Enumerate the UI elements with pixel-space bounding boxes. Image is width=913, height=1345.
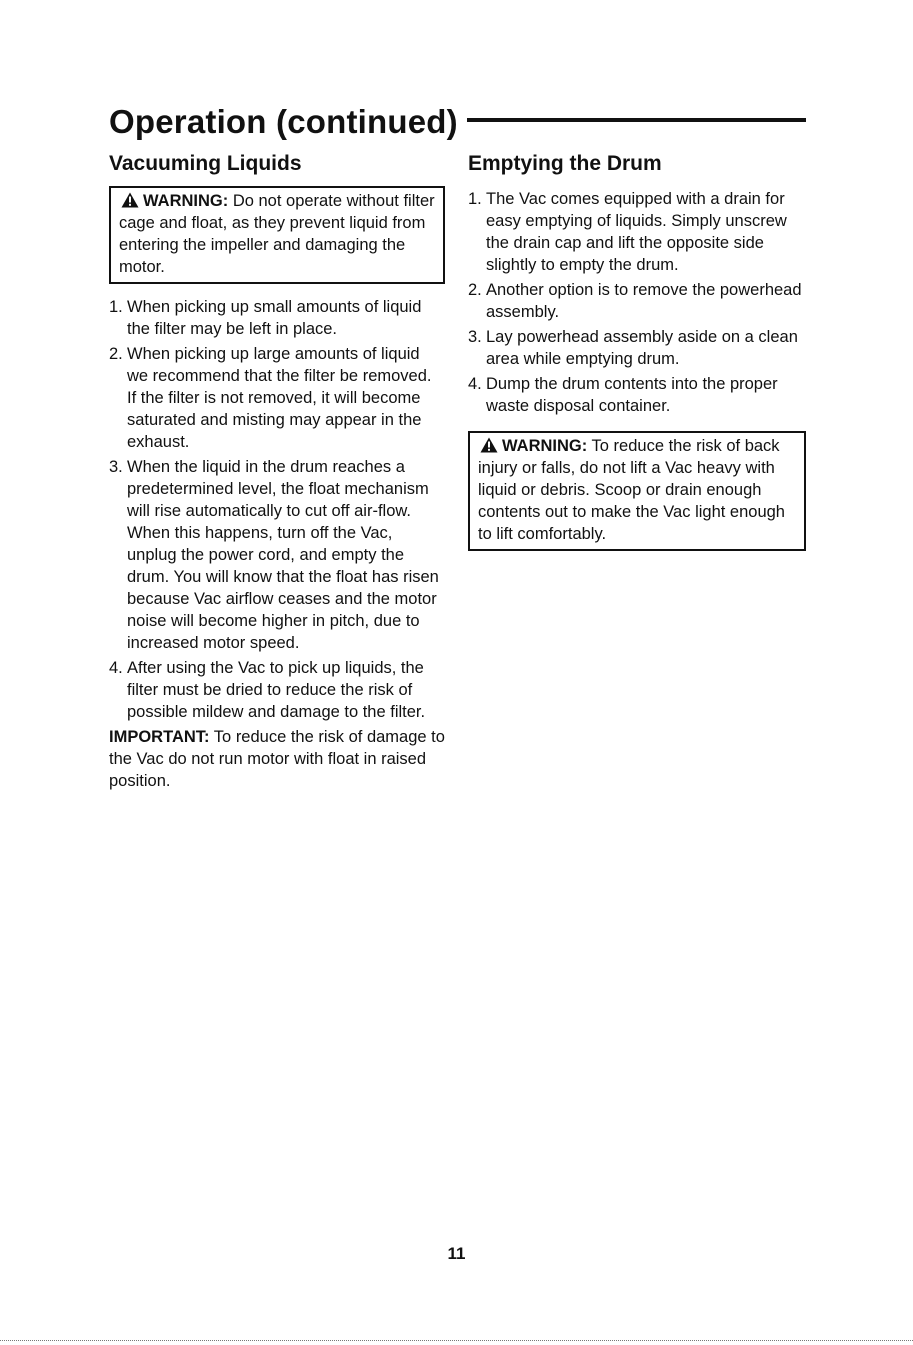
- warning-triangle-icon: [121, 192, 139, 208]
- step-text: Lay powerhead assembly aside on a clean area while emptying drum.: [486, 328, 798, 368]
- vacuuming-warning-box: [109, 186, 445, 284]
- step-number: 4.: [109, 659, 123, 677]
- warning-text: To reduce the risk of back injury or falls, do not lift a Vac heavy with liquid or debris. Scoop or drain enough contents out to make the Vac light enough to lift comfortably.: [478, 437, 785, 543]
- step-number: 3.: [109, 458, 123, 476]
- header-rule: [467, 118, 806, 122]
- emptying-drum-heading: Emptying the Drum: [468, 152, 662, 175]
- important-label: IMPORTANT:: [109, 728, 210, 746]
- page-number: 11: [447, 1244, 466, 1263]
- step-text: The Vac comes equipped with a drain for easy emptying of liquids. Simply unscrew the drain cap and lift the opposite side slightly to empty the drum.: [486, 190, 787, 274]
- step-number: 2.: [109, 345, 123, 363]
- warning-label: WARNING:: [143, 192, 229, 210]
- page-title: Operation (continued): [109, 103, 458, 140]
- important-text: To reduce the risk of damage to the Vac do not run motor with float in raised position.: [109, 728, 445, 790]
- list-item: [109, 657, 445, 723]
- step-text: After using the Vac to pick up liquids, the filter must be dried to reduce the risk of possible mildew and damage to the filter.: [127, 659, 426, 721]
- step-number: 3.: [468, 328, 482, 346]
- list-item: [109, 296, 445, 340]
- step-text: When the liquid in the drum reaches a predetermined level, the float mechanism will rise automatically to cut off air-flow. When this happens, turn off the Vac, unplug the power cord, and empty the drum. You will know that the float has risen because Vac airflow ceases and the motor noise will become higher in pitch, due to increased motor speed.: [127, 458, 439, 652]
- vacuuming-liquids-heading: Vacuuming Liquids: [109, 152, 302, 175]
- list-item: [468, 373, 806, 417]
- vacuuming-steps-list: [109, 296, 445, 723]
- list-item: [109, 456, 445, 654]
- step-number: 1.: [109, 298, 123, 316]
- page-header: [109, 100, 806, 144]
- list-item: [109, 343, 445, 453]
- emptying-drum-section: [468, 150, 806, 551]
- warning-text: Do not operate without filter cage and float, as they prevent liquid from entering the impeller and damaging the motor.: [119, 192, 435, 276]
- step-number: 4.: [468, 375, 482, 393]
- bottom-rule: [0, 1340, 913, 1341]
- step-text: When picking up large amounts of liquid we recommend that the filter be removed. If the filter is not removed, it will become saturated and misting may appear in the exhaust.: [127, 345, 432, 451]
- list-item: [468, 188, 806, 276]
- step-number: 2.: [468, 281, 482, 299]
- warning-triangle-icon: [480, 437, 498, 453]
- vacuuming-liquids-section: [109, 150, 445, 792]
- step-text: Dump the drum contents into the proper waste disposal container.: [486, 375, 778, 415]
- important-note: [109, 726, 445, 792]
- step-text: When picking up small amounts of liquid the filter may be left in place.: [127, 298, 422, 338]
- emptying-steps-list: [468, 188, 806, 417]
- list-item: [468, 279, 806, 323]
- step-number: 1.: [468, 190, 482, 208]
- warning-label: WARNING:: [502, 437, 588, 455]
- step-text: Another option is to remove the powerhead assembly.: [486, 281, 802, 321]
- list-item: [468, 326, 806, 370]
- emptying-warning-box: [468, 431, 806, 551]
